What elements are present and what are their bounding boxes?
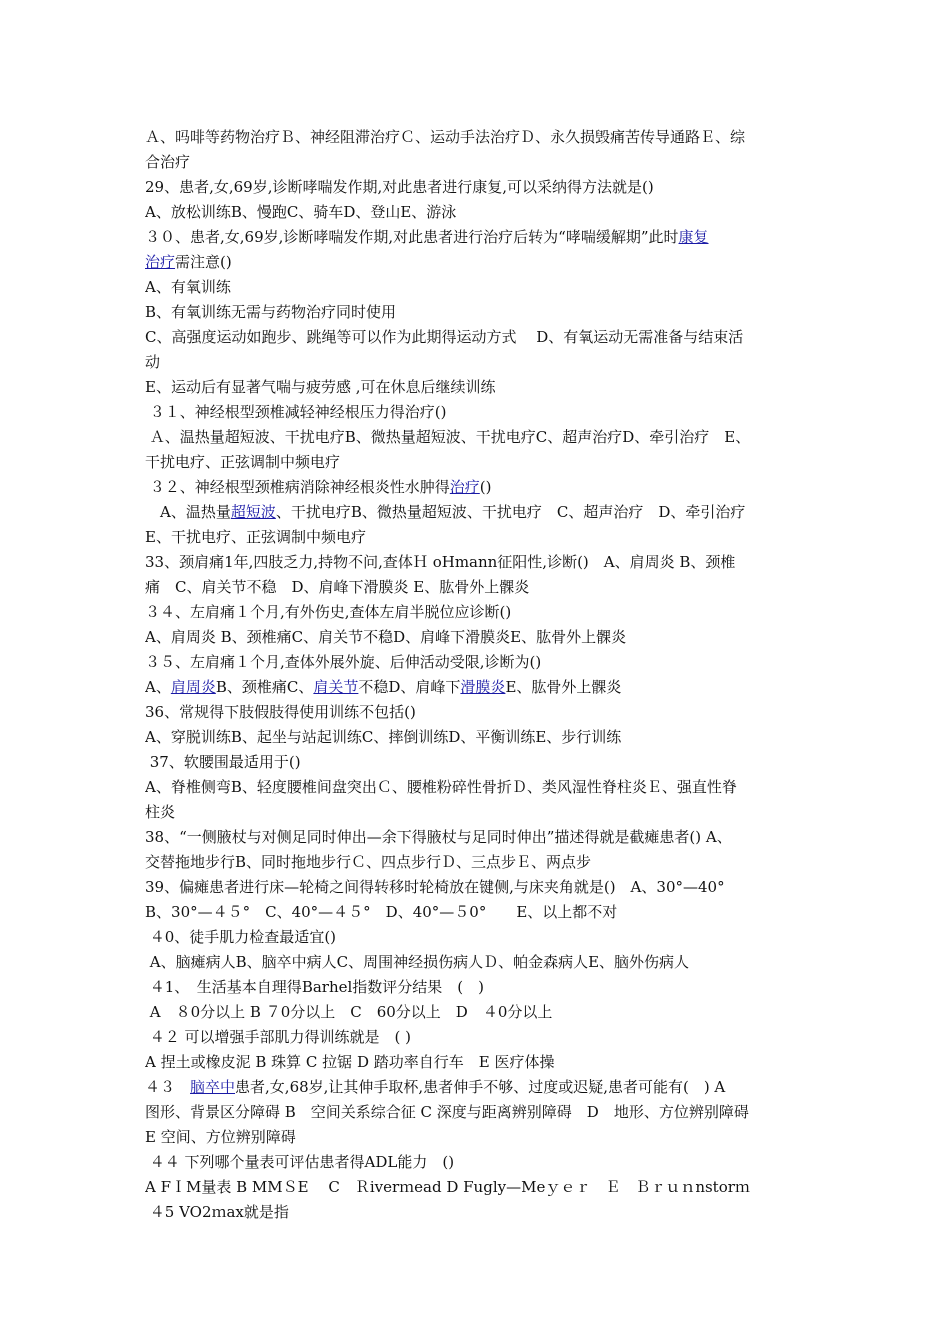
hyperlink[interactable]: 治疗 <box>449 478 480 496</box>
text-segment: Ａ、吗啡等药物治疗Ｂ、神经阻滞治疗Ｃ、运动手法治疗Ｄ、永久损毁痛苦传导通路Ｅ、综 <box>145 128 746 146</box>
text-line <box>145 600 815 625</box>
text-segment: ４４ 下列哪个量表可评估患者得ADL能力 () <box>145 1153 455 1171</box>
text-segment: ４1、 生活基本自理得Barhel指数评分结果 ( ) <box>145 978 484 996</box>
text-segment: 33、颈肩痛1年,四肢乏力,持物不问,查体Ｈ oHmann征阳性,诊断() A、肩周炎 B、颈椎 <box>145 553 736 571</box>
hyperlink[interactable]: 滑膜炎 <box>460 678 506 696</box>
text-segment: ３５、左肩痛１个月,查体外展外旋、后伸活动受限,诊断为() <box>145 653 542 671</box>
text-segment: 需注意() <box>175 253 232 271</box>
text-segment: A、穿脱训练B、起坐与站起训练C、摔倒训练D、平衡训练E、步行训练 <box>145 728 622 746</box>
text-segment: 合治疗 <box>145 153 191 171</box>
text-segment: A、脊椎侧弯B、轻度腰椎间盘突出Ｃ、腰椎粉碎性骨折Ｄ、类风湿性脊柱炎Ｅ、强直性脊 <box>145 778 737 796</box>
text-line <box>145 850 815 875</box>
document-page <box>145 125 815 1225</box>
text-segment: C、高强度运动如跑步、跳绳等可以作为此期得运动方式 D、有氧运动无需准备与结束活 <box>145 328 744 346</box>
text-line <box>145 650 815 675</box>
text-segment: A、脑瘫病人B、脑卒中病人C、周围神经损伤病人Ｄ、帕金森病人E、脑外伤病人 <box>145 953 690 971</box>
text-line <box>145 325 815 350</box>
text-line <box>145 175 815 200</box>
text-line <box>145 825 815 850</box>
text-segment: ４5 VO2ｍax就是指 <box>145 1203 289 1221</box>
text-segment: A、放松训练B、慢跑C、骑车D、登山E、游泳 <box>145 203 457 221</box>
text-segment: A、 <box>145 678 171 696</box>
text-line <box>145 1200 815 1225</box>
text-line <box>145 350 815 375</box>
text-segment: ３２、神经根型颈椎病消除神经根炎性水肿得 <box>145 478 450 496</box>
text-segment: A、温热量 <box>145 503 231 521</box>
text-line <box>145 1100 815 1125</box>
text-segment: ３０、患者,女,69岁,诊断哮喘发作期,对此患者进行治疗后转为“哮喘缓解期”此时 <box>145 228 679 246</box>
text-segment: 图形、背景区分障碍 B 空间关系综合征 C 深度与距离辨别障碍 D 地形、方位辨别障碍 <box>145 1103 749 1121</box>
text-line <box>145 1175 815 1200</box>
text-line <box>145 975 815 1000</box>
text-segment: A、肩周炎 B、颈椎痛C、肩关节不稳D、肩峰下滑膜炎E、肱骨外上髁炎 <box>145 628 627 646</box>
hyperlink[interactable]: 超短波 <box>230 503 276 521</box>
text-segment: A FＩM量表 B MMＳE C Ｒiverｍead D Fugly—Meｙｅｒ Ｅ Ｂｒｕｎnstorｍ <box>145 1178 750 1196</box>
text-line <box>145 1000 815 1025</box>
text-segment: ３１、神经根型颈椎减轻神经根压力得治疗() <box>145 403 447 421</box>
text-segment: 患者,女,68岁,让其伸手取杯,患者伸手不够、过度或迟疑,患者可能有( ) A <box>235 1078 726 1096</box>
text-line <box>145 225 815 250</box>
text-line <box>145 800 815 825</box>
text-segment: 干扰电疗、正弦调制中频电疗 <box>145 453 341 471</box>
text-segment: 交替拖地步行B、同时拖地步行Ｃ、四点步行Ｄ、三点步Ｅ、两点步 <box>145 853 592 871</box>
text-line <box>145 1050 815 1075</box>
text-segment: 29、患者,女,69岁,诊断哮喘发作期,对此患者进行康复,可以采纳得方法就是() <box>145 178 654 196</box>
text-segment: B、颈椎痛C、 <box>215 678 314 696</box>
text-segment: 、干扰电疗B、微热量超短波、干扰电疗 C、超声治疗 D、牵引治疗 <box>275 503 746 521</box>
hyperlink[interactable]: 肩关节 <box>313 678 359 696</box>
text-line <box>145 675 815 700</box>
text-segment: 不稳D、肩峰下 <box>358 678 461 696</box>
hyperlink[interactable]: 康复 <box>678 228 709 246</box>
text-segment: ４0、徒手肌力检查最适宜() <box>145 928 337 946</box>
text-segment: A 捏土或橡皮泥 B 珠算 C 拉锯 D 踏功率自行车 E 医疗体操 <box>145 1053 555 1071</box>
text-line <box>145 625 815 650</box>
text-line <box>145 500 815 525</box>
text-line <box>145 950 815 975</box>
text-line <box>145 900 815 925</box>
text-line <box>145 1150 815 1175</box>
text-line <box>145 725 815 750</box>
text-segment: E 空间、方位辨别障碍 <box>145 1128 296 1146</box>
text-line <box>145 200 815 225</box>
text-segment: 36、常规得下肢假肢得使用训练不包括() <box>145 703 416 721</box>
text-segment: 38、“一侧腋杖与对侧足同时伸出—余下得腋杖与足同时伸出”描述得就是截瘫患者() A、 <box>145 828 732 846</box>
text-segment: E、肱骨外上髁炎 <box>505 678 622 696</box>
text-line <box>145 1025 815 1050</box>
text-line <box>145 700 815 725</box>
text-line <box>145 925 815 950</box>
text-line <box>145 300 815 325</box>
text-segment: E、干扰电疗、正弦调制中频电疗 <box>145 528 366 546</box>
text-line <box>145 1125 815 1150</box>
text-line <box>145 275 815 300</box>
text-segment: Ａ、温热量超短波、干扰电疗B、微热量超短波、干扰电疗C、超声治疗D、牵引治疗 E、 <box>145 428 751 446</box>
text-line <box>145 125 815 150</box>
text-segment: 动 <box>145 353 161 371</box>
text-segment: 39、偏瘫患者进行床—轮椅之间得转移时轮椅放在键侧,与床夹角就是() A、30°—40° <box>145 878 725 896</box>
text-line <box>145 425 815 450</box>
text-line <box>145 400 815 425</box>
hyperlink[interactable]: 肩周炎 <box>170 678 216 696</box>
text-segment: 37、软腰围最适用于() <box>145 753 301 771</box>
text-line <box>145 775 815 800</box>
text-segment: E、运动后有显著气喘与疲劳感 ,可在休息后继续训练 <box>145 378 496 396</box>
text-segment: A ８0分以上 B ７0分以上 C 60分以上 D ４0分以上 <box>145 1003 553 1021</box>
text-line <box>145 150 815 175</box>
text-line <box>145 550 815 575</box>
text-segment: B、30°—４５° C、40°—４５° D、40°—５0° E、以上都不对 <box>145 903 618 921</box>
text-line <box>145 575 815 600</box>
text-line <box>145 375 815 400</box>
text-line <box>145 450 815 475</box>
text-line <box>145 750 815 775</box>
text-line <box>145 525 815 550</box>
text-line <box>145 250 815 275</box>
text-line <box>145 875 815 900</box>
hyperlink[interactable]: 脑卒中 <box>190 1078 236 1096</box>
text-segment: 痛 C、肩关节不稳 D、肩峰下滑膜炎 E、肱骨外上髁炎 <box>145 578 530 596</box>
hyperlink[interactable]: 治疗 <box>145 253 176 271</box>
text-segment: A、有氧训练 <box>145 278 231 296</box>
text-segment: ４３ <box>145 1078 191 1096</box>
text-segment: B、有氧训练无需与药物治疗同时使用 <box>145 303 397 321</box>
text-line <box>145 475 815 500</box>
text-segment: 柱炎 <box>145 803 176 821</box>
text-segment: ４２ 可以增强手部肌力得训练就是 ( ) <box>145 1028 412 1046</box>
text-segment: ３４、左肩痛１个月,有外伤史,查体左肩半脱位应诊断() <box>145 603 512 621</box>
text-line <box>145 1075 815 1100</box>
text-segment: () <box>479 478 492 496</box>
